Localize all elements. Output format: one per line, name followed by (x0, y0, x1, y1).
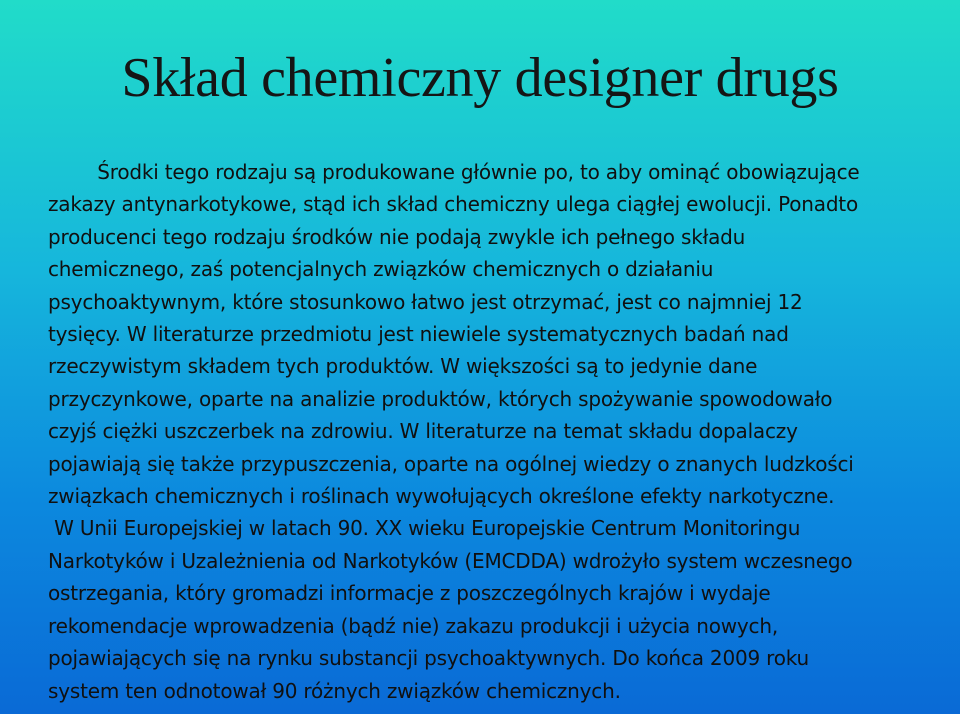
slide-body (48, 156, 920, 707)
body-line: system ten odnotował 90 różnych związków chemicznych. (48, 678, 621, 703)
body-line: czyjś ciężki uszczerbek na zdrowiu. W literaturze na temat składu dopalaczy (48, 419, 798, 444)
body-line: przyczynkowe, oparte na analizie produktów, których spożywanie spowodowało (48, 386, 833, 411)
body-line: W Unii Europejskiej w latach 90. XX wieku Europejskie Centrum Monitoringu (48, 516, 801, 541)
body-line: tysięcy. W literaturze przedmiotu jest niewiele systematycznych badań nad (48, 322, 789, 347)
body-line: związkach chemicznych i roślinach wywołujących określone efekty narkotyczne. (48, 484, 835, 509)
body-line: Narkotyków i Uzależnienia od Narkotyków (EMCDDA) wdrożyło system wczesnego (48, 548, 853, 573)
body-line: zakazy antynarkotykowe, stąd ich skład chemiczny ulega ciągłej ewolucji. Ponadto (48, 192, 858, 217)
body-line: ostrzegania, który gromadzi informacje z poszczególnych krajów i wydaje (48, 581, 771, 606)
body-line: Środki tego rodzaju są produkowane głównie po, to aby ominąć obowiązujące (48, 160, 860, 184)
slide-title: Skład chemiczny designer drugs (121, 47, 839, 109)
body-line: producenci tego rodzaju środków nie podają zwykle ich pełnego składu (48, 224, 746, 249)
body-line: chemicznego, zaś potencjalnych związków chemicznych o działaniu (48, 257, 714, 282)
body-line: pojawiają się także przypuszczenia, oparte na ogólnej wiedzy o znanych ludzkości (48, 451, 854, 476)
body-line: pojawiających się na rynku substancji psychoaktywnych. Do końca 2009 roku (48, 646, 810, 671)
body-line: psychoaktywnym, które stosunkowo łatwo jest otrzymać, jest co najmniej 12 (48, 289, 803, 314)
body-line: rekomendacje wprowadzenia (bądź nie) zakazu produkcji i użycia nowych, (48, 613, 778, 638)
body-line: rzeczywistym składem tych produktów. W większości są to jedynie dane (48, 354, 758, 379)
